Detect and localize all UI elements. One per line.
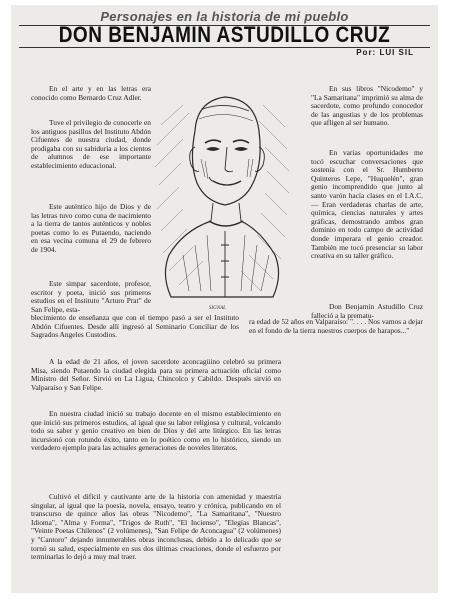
paragraph: A la edad de 21 años, el joven sacerdote aconcagüino celebró su primera Misa, siendo Putaendo la ciudad elegida para su primera actuación oficial como Ministro del Señor. Sirvió en La Ligua, Chincolco y Cabildo. Después sirvió en Valparaíso y San Felipe.	[31, 357, 281, 392]
paragraph: Cultivó el difícil y cautivante arte de la historia con amenidad y maestría singular, al igual que la poesía, novela, ensayo, teatro y crónica, publicando en el transcurso de quince años las obras "Nicodemo", "La Samaritana", "Nuestro Idioma", "Alma y Forma", "Trigos de Ruth", "El Incienso", "Elegías Blancas", "Veinte Poetas Chilenos" (2 volúmenes), "San Felipe de Aconcagua" (2 volúmenes) y "Cantoro" dejando innumerables obras inconclusas, debido a lo delicado que se tornó su salud, especialmente en sus dos últimas creaciones, donde el esfuerzo por terminarlas lo dejó a muy mal traer.	[31, 492, 281, 562]
paragraph: ra edad de 52 años en Valparaíso: ". . . . Nos vamos a dejar en el fondo de la tierra nuestros cuerpos de harapos..."	[249, 317, 423, 335]
series-heading: Personajes en la historia de mi pueblo	[100, 9, 349, 24]
paragraph: Tuve el privilegio de conocerle en los antiguos pasillos del Instituto Abdón Cifuentes de nuestra ciudad, donde prodigaba con su sabiduría a los cientos de alumnos de ese importante establecimiento educacional.	[31, 118, 151, 170]
portrait-illustration	[153, 85, 291, 315]
paragraph: Este simpar sacerdote, profesor, escritor y poeta, inició sus primeros estudios en el Instituto "Arturo Prat" de San Felipe, esta-	[31, 279, 151, 314]
newspaper-clipping	[11, 5, 438, 593]
author-byline: Por: LUI SIL	[356, 48, 414, 57]
paragraph: En sus libros "Nicodemo" y "La Samaritana" imprimió su alma de sacerdote, como profundo conocedor de las angustias y de los problemas que afligen al ser humano.	[311, 84, 423, 128]
paragraph: Este auténtico hijo de Dios y de las letras tuvo como cuna de nacimiento a la tierra de tantos auténticos y nobles poetas como lo es Putaendo, naciendo en esa vecina comuna el 29 de febrero de 1904.	[31, 202, 151, 254]
paragraph: En varias oportunidades me tocó escuchar conversaciones que sostenía con el Sr. Humberto Quinteros Lepe, "Huquelén", gran genio incomprendido que junto al santo varón hacía clases en el I.A.C.— Eran verdaderas charlas de arte, química, ciencias naturales y artes gráficas, demostrando ambos gran dominio en todo campo de actividad donde imperara el genio creador. También me tocó presenciar su labor creativa en su taller gráfico.	[311, 148, 423, 261]
paragraph: blecimiento de enseñanza que con el tiempo pasó a ser el Instituto Abdón Cifuentes. Desde allí ingresó al Seminario Conciliar de los Sagrados Angeles Custodios.	[31, 313, 239, 340]
article-title: DON BENJAMIN ASTUDILLO CRUZ	[58, 23, 391, 48]
paragraph: En el arte y en las letras era conocido como Bernardo Cruz Adler.	[31, 84, 151, 102]
illustrator-signature: SIGNAL	[209, 306, 226, 311]
paragraph: En nuestra ciudad inició su trabajo docente en el mismo establecimiento en que inició sus primeros estudios, al igual que su labor religiosa y cultural, volcando todo su saber y genio creativo en bien de Dios y del arte litúrgico. En las letras incursionó con rotundo éxito, tanto en lo poético como en lo histórico, siendo un verdadero ejemplo para las actuales generaciones de noveles literatos.	[31, 409, 281, 453]
paragraph: Don Benjamín Astudillo Cruz falleció a la prematu-	[311, 302, 423, 320]
